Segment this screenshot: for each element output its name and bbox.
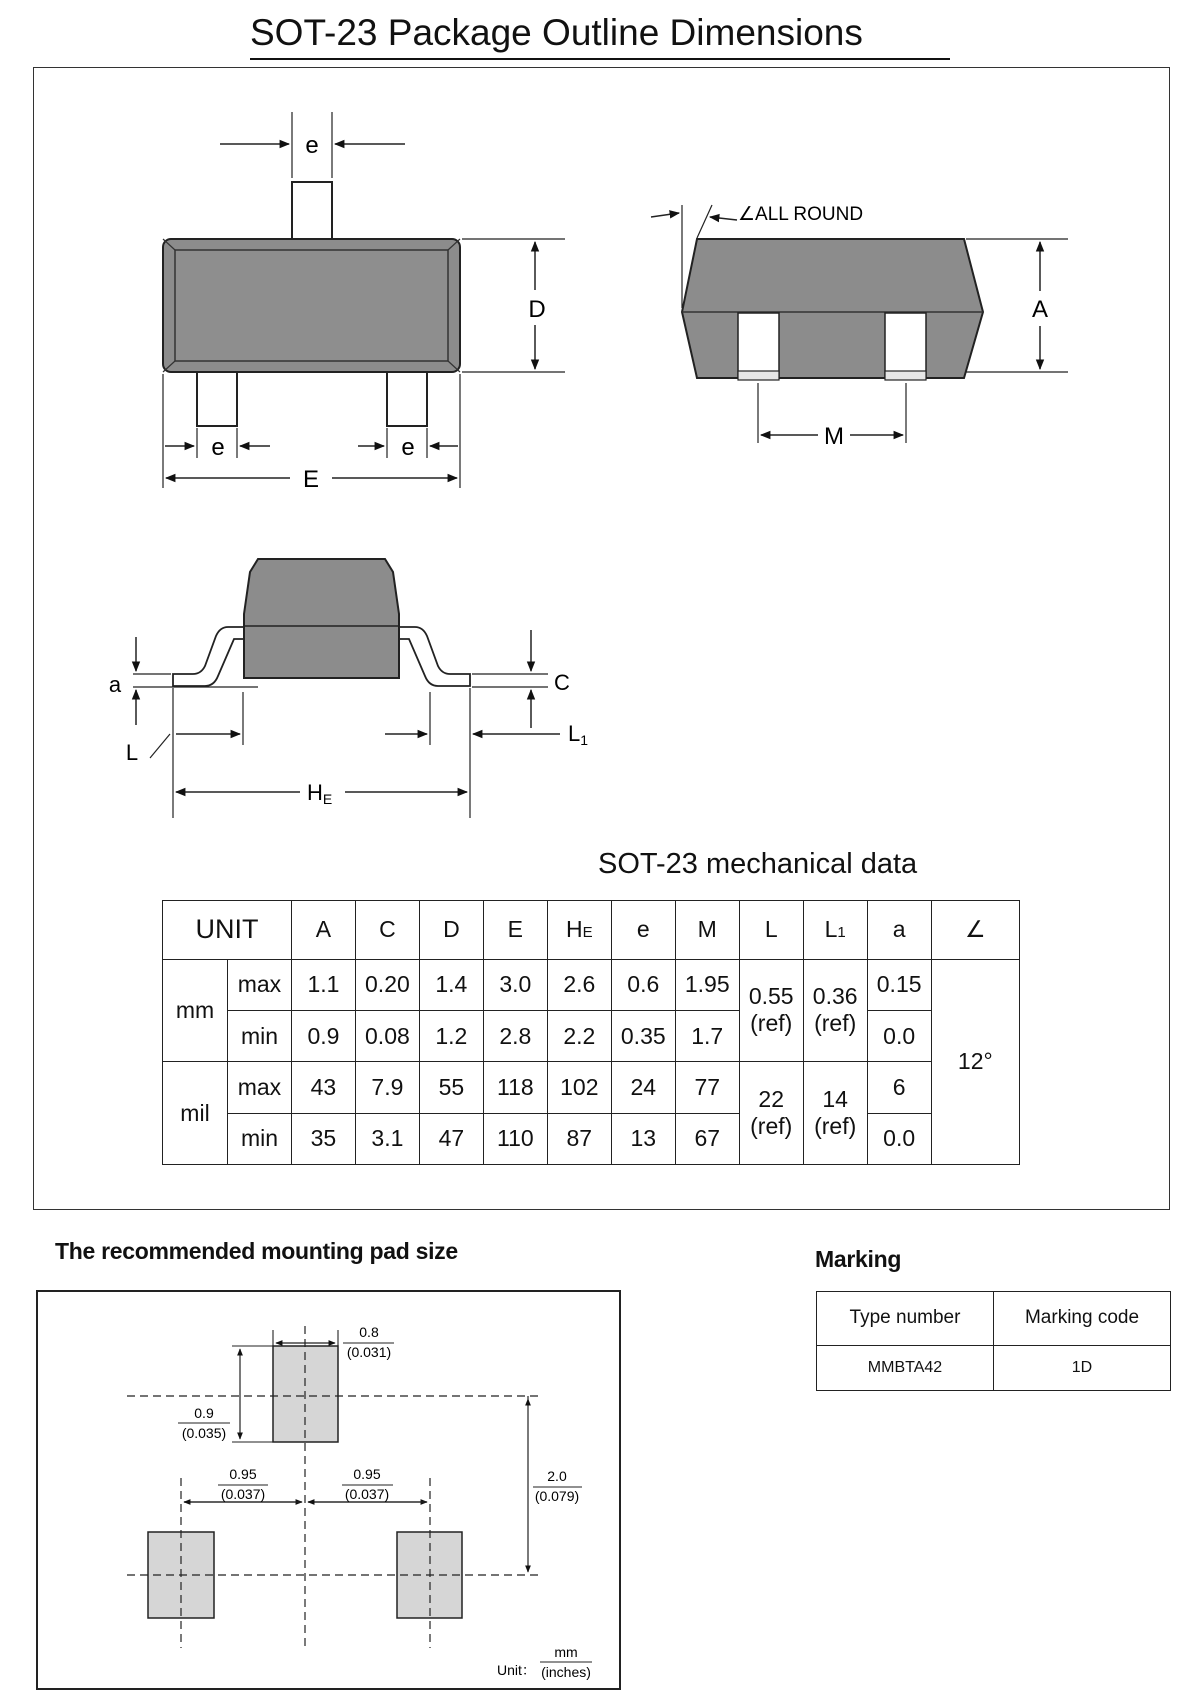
pitch-right-mm: 0.95 [353, 1466, 381, 1482]
pad-width-inches: (0.031) [346, 1344, 392, 1360]
table-cell-l-mil: 22 (ref) [739, 1062, 803, 1165]
marking-table [816, 1291, 1171, 1391]
header-e-pitch: e [611, 901, 675, 960]
header-d: D [419, 901, 483, 960]
mounting-pad-title: The recommended mounting pad size [55, 1238, 458, 1264]
table-row [817, 1345, 1171, 1390]
table-cell: 1.1 [291, 959, 355, 1010]
table-cell: 0.35 [611, 1010, 675, 1061]
dim-label-e-left: e [211, 434, 225, 461]
table-cell: 24 [611, 1062, 675, 1113]
table-cell: 43 [291, 1062, 355, 1113]
table-cell: 55 [419, 1062, 483, 1113]
header-c: C [355, 901, 419, 960]
unit-mm-label: mm [163, 959, 228, 1062]
table-cell-l-mm: 0.55 (ref) [739, 959, 803, 1062]
dim-label-a-standoff: a [108, 672, 122, 697]
table-cell: 0.20 [355, 959, 419, 1010]
dim-label-e-top: e [305, 132, 319, 159]
table-cell: 6 [867, 1062, 931, 1113]
table-cell: 67 [675, 1113, 739, 1164]
dim-label-e-total: E [302, 466, 320, 493]
dim-label-m: M [824, 423, 844, 450]
page-title: SOT-23 Package Outline Dimensions [250, 10, 950, 60]
header-a-standoff: a [867, 901, 931, 960]
dim-label-e-right: e [401, 434, 415, 461]
table-cell: 0.6 [611, 959, 675, 1010]
marking-type-number: MMBTA42 [817, 1345, 994, 1390]
row-label-max: max [227, 959, 291, 1010]
header-angle: ∠ [931, 901, 1019, 960]
table-cell: 7.9 [355, 1062, 419, 1113]
table-cell: 3.1 [355, 1113, 419, 1164]
unit-header: UNIT [163, 901, 292, 960]
pitch-right-inches: (0.037) [344, 1486, 390, 1502]
header-a: A [291, 901, 355, 960]
unit-label: Unit： [497, 1662, 536, 1678]
header-e-total: E [483, 901, 547, 960]
unit-inches: (inches) [541, 1664, 591, 1680]
table-cell: 47 [419, 1113, 483, 1164]
mechanical-data-title: SOT-23 mechanical data [598, 848, 918, 880]
marking-header-type: Type number [817, 1292, 994, 1346]
header-he: HE [547, 901, 611, 960]
table-cell: 118 [483, 1062, 547, 1113]
table-cell: 2.6 [547, 959, 611, 1010]
marking-header-code: Marking code [994, 1292, 1171, 1346]
table-cell-angle: 12° [931, 959, 1019, 1164]
table-cell-l1-mil: 14 (ref) [803, 1062, 867, 1165]
table-cell: 1.4 [419, 959, 483, 1010]
dim-label-d: D [528, 296, 546, 323]
table-cell: 0.15 [867, 959, 931, 1010]
table-cell: 0.08 [355, 1010, 419, 1061]
table-cell: 0.0 [867, 1010, 931, 1061]
table-cell: 1.95 [675, 959, 739, 1010]
pitch-left-mm: 0.95 [229, 1466, 257, 1482]
marking-code: 1D [994, 1345, 1171, 1390]
table-cell: 0.9 [291, 1010, 355, 1061]
table-cell-l1-mm: 0.36 (ref) [803, 959, 867, 1062]
table-cell: 77 [675, 1062, 739, 1113]
table-cell: 110 [483, 1113, 547, 1164]
pitch-left-inches: (0.037) [220, 1486, 266, 1502]
row-label-min: min [227, 1010, 291, 1061]
marking-header-row [817, 1292, 1171, 1346]
marking-title: Marking [815, 1246, 902, 1272]
table-cell: 1.7 [675, 1010, 739, 1061]
header-l: L [739, 901, 803, 960]
pad-height-mm: 0.9 [194, 1405, 214, 1421]
dim-label-l1: L1 [568, 721, 589, 748]
header-m: M [675, 901, 739, 960]
unit-mil-label: mil [163, 1062, 228, 1165]
table-cell: 35 [291, 1113, 355, 1164]
table-cell: 1.2 [419, 1010, 483, 1061]
pad-width-mm: 0.8 [359, 1324, 379, 1340]
row-label-max: max [227, 1062, 291, 1113]
table-cell: 3.0 [483, 959, 547, 1010]
row-span-mm: 2.0 [547, 1468, 567, 1484]
dim-label-l: L [125, 740, 139, 765]
row-span-inches: (0.079) [534, 1488, 580, 1504]
table-cell: 0.0 [867, 1113, 931, 1164]
table-cell: 87 [547, 1113, 611, 1164]
header-l1: L1 [803, 901, 867, 960]
dim-label-c: C [554, 670, 570, 695]
pad-height-inches: (0.035) [181, 1425, 227, 1441]
row-label-min: min [227, 1113, 291, 1164]
table-cell: 13 [611, 1113, 675, 1164]
table-cell: 2.8 [483, 1010, 547, 1061]
all-round-label: ∠ALL ROUND [738, 204, 864, 225]
dim-label-he: HE [307, 780, 333, 807]
unit-mm: mm [554, 1644, 578, 1660]
table-cell: 102 [547, 1062, 611, 1113]
table-cell: 2.2 [547, 1010, 611, 1061]
dim-label-a-height: A [1031, 296, 1049, 323]
